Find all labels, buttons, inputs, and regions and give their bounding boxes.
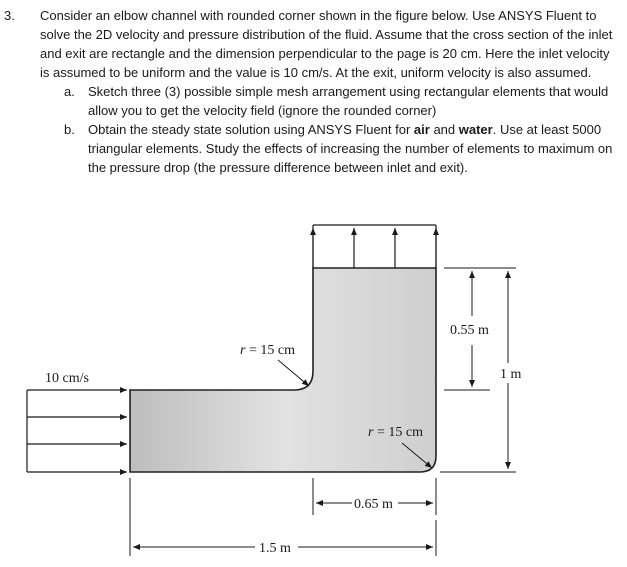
inlet-velocity-arrows [27,390,127,472]
part-b-text-mid: and [429,122,459,137]
inner-radius-leader [278,360,309,386]
vertical-width-label: 0.65 m [354,497,393,512]
question-number: 3. [4,8,15,23]
outer-radius-label: r = 15 cm [368,425,423,440]
part-a-text: Sketch three (3) possible simple mesh arrangement using rectangular elements that would allow you to get the velocity field (ignore the rounded corner) [88,84,609,118]
part-b-water: water [458,122,493,137]
total-length-label: 1.5 m [259,541,291,556]
inner-radius-label: r = 15 cm [240,343,295,358]
part-a-letter: a. [64,84,75,99]
inlet-velocity-label: 10 cm/s [45,371,89,386]
outlet-velocity-arrows [313,225,436,268]
total-height-label: 1 m [500,367,522,382]
channel-shape [130,268,436,472]
question-text: Consider an elbow channel with rounded corner shown in the figure below. Use ANSYS Fluent to solve the 2D velocity and pressure distribution of the fluid. Assume that the cross section of the inlet and exit are rectangle and the dimension perpendicular to the page is 20 cm. Here the inlet velocity is assumed to be uniform and the value is 10 cm/s. At the exit, uniform velocity is also assumed. [40,8,613,80]
part-b-text-before: Obtain the steady state solution using ANSYS Fluent for [88,122,414,137]
outlet-height-label: 0.55 m [450,323,489,338]
part-b-letter: b. [64,122,75,137]
part-b-air: air [413,122,430,137]
part-b-text-after: . Use at least 5000 triangular elements. Study the effects of increasing the number of elements to maximum on the pressure drop (the pressure difference between inlet and exit). [88,122,613,175]
